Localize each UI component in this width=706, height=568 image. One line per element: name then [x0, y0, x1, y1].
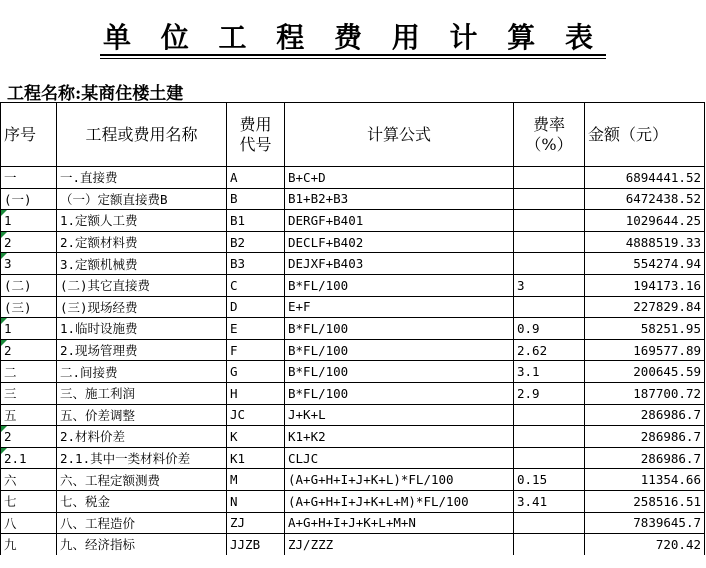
formula-cell[interactable]: DECLF+B402 [285, 231, 514, 253]
rate-cell[interactable] [514, 296, 585, 318]
formula-cell[interactable]: (A+G+H+I+J+K+L+M)*FL/100 [285, 490, 514, 512]
formula-cell[interactable]: A+G+H+I+J+K+L+M+N [285, 512, 514, 534]
project-name: 工程名称:某商住楼土建 [7, 84, 184, 104]
table-row [1, 188, 705, 210]
code-cell[interactable]: JJZB [227, 534, 285, 555]
table-row [1, 404, 705, 426]
table-row [1, 382, 705, 404]
amount-cell[interactable]: 1029644.25 [585, 210, 705, 232]
title-underline [100, 54, 606, 56]
rate-cell[interactable] [514, 210, 585, 232]
code-cell[interactable]: G [227, 361, 285, 383]
name-cell[interactable]: (三)现场经费 [57, 296, 227, 318]
seq-cell[interactable]: 3 [1, 253, 57, 275]
header-amount: 金额（元） [585, 103, 705, 167]
formula-cell[interactable]: DERGF+B401 [285, 210, 514, 232]
rate-cell[interactable]: 3.1 [514, 361, 585, 383]
rate-cell[interactable] [514, 426, 585, 448]
name-cell[interactable]: （一）定额直接费B [57, 188, 227, 210]
amount-cell[interactable]: 286986.7 [585, 404, 705, 426]
name-cell[interactable]: 3.定额机械费 [57, 253, 227, 275]
seq-cell[interactable]: (一) [1, 188, 57, 210]
code-cell[interactable]: A [227, 167, 285, 189]
formula-cell[interactable]: B+C+D [285, 167, 514, 189]
amount-cell[interactable]: 187700.72 [585, 382, 705, 404]
seq-cell[interactable]: 二 [1, 361, 57, 383]
header-seq: 序号 [1, 103, 57, 167]
amount-cell[interactable]: 200645.59 [585, 361, 705, 383]
table-row [1, 469, 705, 491]
seq-cell[interactable]: 八 [1, 512, 57, 534]
seq-cell[interactable]: 2 [1, 339, 57, 361]
table-row [1, 274, 705, 296]
table-row [1, 231, 705, 253]
table-row [1, 426, 705, 448]
table-row [1, 296, 705, 318]
formula-cell[interactable]: B*FL/100 [285, 318, 514, 340]
seq-cell[interactable]: (三) [1, 296, 57, 318]
amount-cell[interactable]: 6894441.52 [585, 167, 705, 189]
table-row [1, 167, 705, 189]
amount-cell[interactable]: 58251.95 [585, 318, 705, 340]
amount-cell[interactable]: 258516.51 [585, 490, 705, 512]
rate-cell[interactable]: 2.62 [514, 339, 585, 361]
table-row [1, 339, 705, 361]
title-area [0, 0, 706, 74]
seq-cell[interactable]: (二) [1, 274, 57, 296]
name-cell[interactable]: 一.直接费 [57, 167, 227, 189]
code-cell[interactable]: N [227, 490, 285, 512]
seq-cell[interactable]: 2.1 [1, 447, 57, 469]
rate-cell[interactable] [514, 188, 585, 210]
amount-cell[interactable]: 720.42 [585, 534, 705, 555]
table-row [1, 490, 705, 512]
table-row [1, 253, 705, 275]
rate-cell[interactable]: 2.9 [514, 382, 585, 404]
header-code-line1: 费用 [239, 114, 272, 134]
table-row [1, 534, 705, 555]
amount-cell[interactable]: 286986.7 [585, 447, 705, 469]
formula-cell[interactable]: (A+G+H+I+J+K+L)*FL/100 [285, 469, 514, 491]
formula-cell[interactable]: K1+K2 [285, 426, 514, 448]
page-title: 单 位 工 程 费 用 计 算 表 [103, 21, 603, 54]
header-code [227, 103, 285, 167]
code-cell[interactable]: C [227, 274, 285, 296]
amount-cell[interactable]: 6472438.52 [585, 188, 705, 210]
rate-cell[interactable] [514, 447, 585, 469]
header-code-line2: 代号 [239, 134, 272, 154]
code-cell[interactable]: K1 [227, 447, 285, 469]
name-cell[interactable]: 三、施工利润 [57, 382, 227, 404]
rate-cell[interactable] [514, 253, 585, 275]
seq-cell[interactable]: 九 [1, 534, 57, 555]
name-cell[interactable]: (二)其它直接费 [57, 274, 227, 296]
formula-cell[interactable]: E+F [285, 296, 514, 318]
amount-cell[interactable]: 194173.16 [585, 274, 705, 296]
formula-cell[interactable]: B*FL/100 [285, 339, 514, 361]
header-row [1, 103, 705, 167]
rate-cell[interactable] [514, 404, 585, 426]
rate-cell[interactable]: 0.9 [514, 318, 585, 340]
code-cell[interactable]: H [227, 382, 285, 404]
seq-cell[interactable]: 2 [1, 426, 57, 448]
name-cell[interactable]: 1.临时设施费 [57, 318, 227, 340]
seq-cell[interactable]: 2 [1, 231, 57, 253]
header-rate-line1: 费率 [532, 114, 565, 134]
table-row [1, 447, 705, 469]
name-cell[interactable]: 1.定额人工费 [57, 210, 227, 232]
amount-cell[interactable]: 11354.66 [585, 469, 705, 491]
cost-table [0, 102, 705, 555]
rate-cell[interactable]: 0.15 [514, 469, 585, 491]
code-cell[interactable]: ZJ [227, 512, 285, 534]
name-cell[interactable]: 五、价差调整 [57, 404, 227, 426]
code-cell[interactable]: M [227, 469, 285, 491]
code-cell[interactable]: JC [227, 404, 285, 426]
code-cell[interactable]: D [227, 296, 285, 318]
seq-cell[interactable]: 五 [1, 404, 57, 426]
amount-cell[interactable]: 554274.94 [585, 253, 705, 275]
amount-cell[interactable]: 4888519.33 [585, 231, 705, 253]
code-cell[interactable]: B2 [227, 231, 285, 253]
formula-cell[interactable]: B*FL/100 [285, 361, 514, 383]
rate-cell[interactable] [514, 512, 585, 534]
name-cell[interactable]: 2.材料价差 [57, 426, 227, 448]
rate-cell[interactable]: 3 [514, 274, 585, 296]
title-underline-thin [100, 58, 606, 59]
amount-cell[interactable]: 227829.84 [585, 296, 705, 318]
formula-cell[interactable]: B*FL/100 [285, 382, 514, 404]
rate-cell[interactable]: 3.41 [514, 490, 585, 512]
formula-cell[interactable]: CLJC [285, 447, 514, 469]
header-formula: 计算公式 [285, 103, 514, 167]
seq-cell[interactable]: 一 [1, 167, 57, 189]
amount-cell[interactable]: 7839645.7 [585, 512, 705, 534]
amount-cell[interactable]: 169577.89 [585, 339, 705, 361]
name-cell[interactable]: 七、税金 [57, 490, 227, 512]
table-row [1, 318, 705, 340]
name-cell[interactable]: 九、经济指标 [57, 534, 227, 555]
formula-cell[interactable]: DEJXF+B403 [285, 253, 514, 275]
header-name: 工程或费用名称 [57, 103, 227, 167]
name-cell[interactable]: 2.1.其中一类材料价差 [57, 447, 227, 469]
formula-cell[interactable]: B1+B2+B3 [285, 188, 514, 210]
formula-cell[interactable]: ZJ/ZZZ [285, 534, 514, 555]
code-cell[interactable]: B [227, 188, 285, 210]
code-cell[interactable]: K [227, 426, 285, 448]
code-cell[interactable]: F [227, 339, 285, 361]
formula-cell[interactable]: B*FL/100 [285, 274, 514, 296]
code-cell[interactable]: E [227, 318, 285, 340]
table-row [1, 361, 705, 383]
seq-cell[interactable]: 三 [1, 382, 57, 404]
name-cell[interactable]: 2.现场管理费 [57, 339, 227, 361]
seq-cell[interactable]: 六 [1, 469, 57, 491]
header-rate [514, 103, 585, 167]
code-cell[interactable]: B1 [227, 210, 285, 232]
name-cell[interactable]: 六、工程定额测费 [57, 469, 227, 491]
header-rate-line2: （%） [525, 134, 573, 154]
amount-cell[interactable]: 286986.7 [585, 426, 705, 448]
code-cell[interactable]: B3 [227, 253, 285, 275]
name-cell[interactable]: 二.间接费 [57, 361, 227, 383]
table-row [1, 512, 705, 534]
name-cell[interactable]: 八、工程造价 [57, 512, 227, 534]
seq-cell[interactable]: 1 [1, 318, 57, 340]
rate-cell[interactable] [514, 231, 585, 253]
table-row [1, 210, 705, 232]
formula-cell[interactable]: J+K+L [285, 404, 514, 426]
seq-cell[interactable]: 1 [1, 210, 57, 232]
name-cell[interactable]: 2.定额材料费 [57, 231, 227, 253]
seq-cell[interactable]: 七 [1, 490, 57, 512]
rate-cell[interactable] [514, 534, 585, 555]
rate-cell[interactable] [514, 167, 585, 189]
